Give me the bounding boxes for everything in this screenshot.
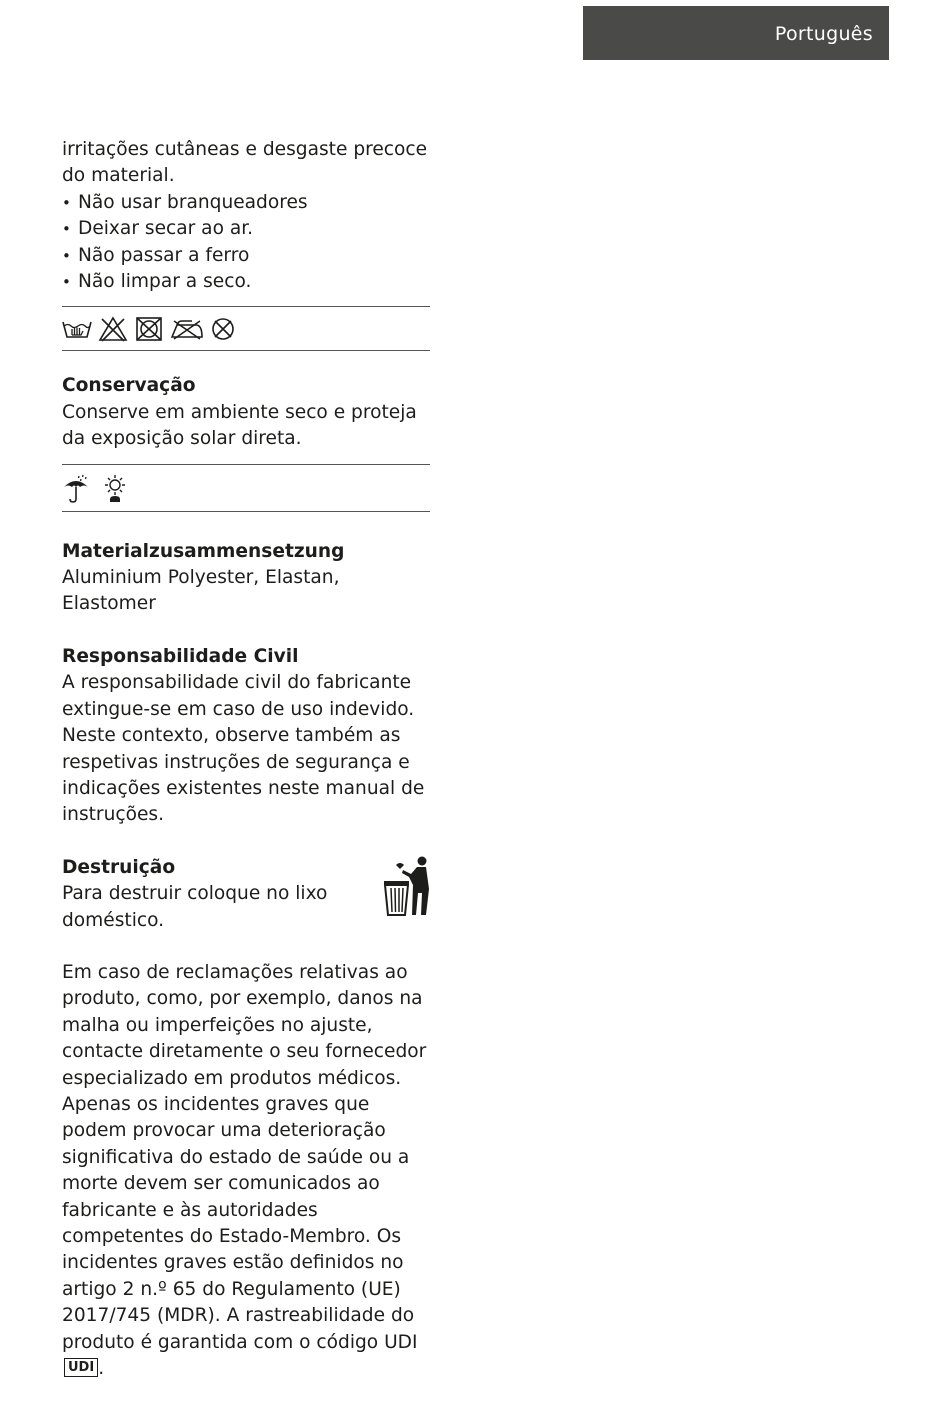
no-bleach-icon bbox=[98, 316, 128, 342]
language-tab bbox=[583, 6, 889, 60]
care-bullet-no-bleach: • Não usar branqueadores bbox=[62, 190, 430, 216]
liability-heading: Responsabilidade Civil bbox=[62, 645, 299, 667]
language-label: Português bbox=[774, 23, 873, 45]
conservation-heading: Conservação bbox=[62, 375, 196, 397]
complaints-text: Em caso de reclamações relativas ao produto, como, por exemplo, danos na malha ou imperfeições no ajuste, contacte diretamente o seu fornecedor especializado em produtos médicos. Apenas os incidentes graves que podem provocar uma deterioração significativa do estado de saúde ou a morte devem ser comunicados ao fabricante e às autoridades competentes do Estado-Membro. Os incidentes graves estão definidos no artigo 2 n.º 65 do Regulamento (UE) 2017/745 (MDR). A rastreabilidade do produto é garantida com o código UDI bbox=[62, 961, 427, 1353]
material-heading: Materialzusammensetzung bbox=[62, 540, 345, 562]
conservation-symbols-bar bbox=[62, 464, 430, 512]
keep-away-from-sunlight-icon bbox=[100, 473, 130, 503]
disposal-text: Para destruir coloque no lixo doméstico. bbox=[62, 883, 328, 931]
care-section bbox=[62, 137, 430, 351]
no-dry-clean-icon bbox=[210, 316, 236, 342]
care-bullet-air-dry: • Deixar secar ao ar. bbox=[62, 216, 430, 242]
trash-bin-icon bbox=[382, 855, 432, 917]
complaints-section bbox=[62, 960, 430, 1383]
liability-section bbox=[62, 644, 430, 829]
care-symbols-bar bbox=[62, 306, 430, 351]
content-column bbox=[62, 137, 430, 1382]
conservation-section bbox=[62, 373, 430, 511]
care-intro-text: irritações cutâneas e desgaste precoce do material. bbox=[62, 139, 428, 187]
care-bullet-no-iron: • Não passar a ferro bbox=[62, 243, 430, 269]
care-bullet-list bbox=[62, 190, 430, 296]
care-bullet-no-dry-clean: • Não limpar a seco. bbox=[62, 269, 430, 295]
complaints-end: . bbox=[98, 1358, 105, 1380]
conservation-text: Conserve em ambiente seco e proteja da exposição solar direta. bbox=[62, 401, 417, 450]
disposal-section bbox=[62, 855, 430, 934]
material-text: Aluminium Polyester, Elastan, Elastomer bbox=[62, 567, 340, 615]
material-section bbox=[62, 539, 430, 618]
no-ironing-icon bbox=[170, 317, 204, 341]
disposal-heading: Destruição bbox=[62, 856, 176, 878]
complaints-paragraph bbox=[62, 960, 430, 1383]
keep-dry-icon bbox=[62, 473, 90, 503]
hand-wash-icon bbox=[62, 317, 92, 341]
no-tumble-dry-icon bbox=[134, 316, 164, 342]
liability-text: A responsabilidade civil do fabricante extingue-se em caso de uso indevido. Neste contexto, observe também as respetivas instruções de segurança e indicações existentes neste manual de instruções. bbox=[62, 672, 425, 826]
udi-symbol: UDI bbox=[64, 1358, 98, 1377]
